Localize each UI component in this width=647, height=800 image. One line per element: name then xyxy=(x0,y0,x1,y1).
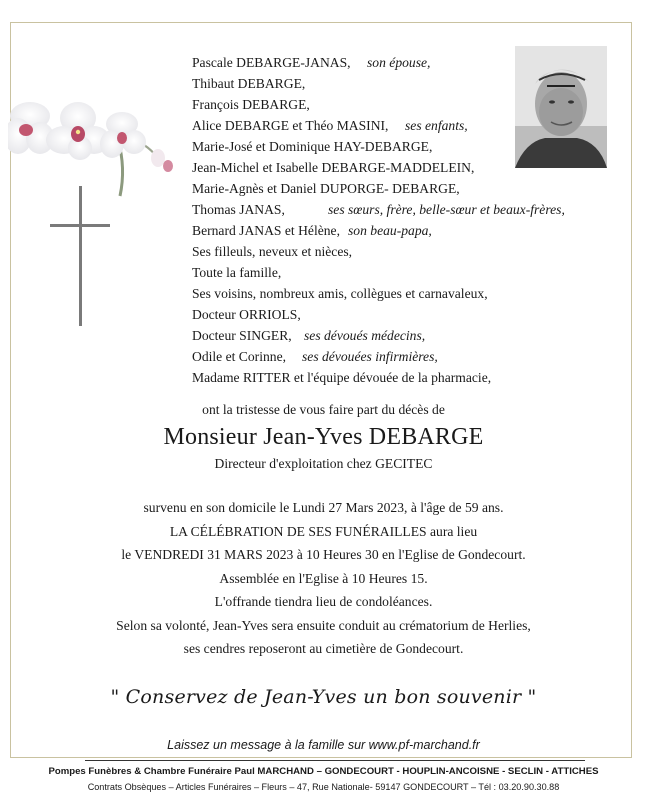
family-role: ses dévoués médecins, xyxy=(304,328,426,343)
detail-line: Selon sa volonté, Jean-Yves sera ensuite conduit au crématorium de Herlies, xyxy=(116,617,531,633)
family-name: Thomas JANAS, xyxy=(192,202,285,217)
family-name: Ses filleuls, neveux et nièces, xyxy=(192,244,353,259)
family-line xyxy=(192,348,438,366)
family-line xyxy=(192,327,426,345)
family-role: son beau-papa, xyxy=(348,223,432,238)
family-name: Jean-Michel et Isabelle DEBARGE-MADDELEIN, xyxy=(192,160,475,175)
family-line xyxy=(192,138,432,156)
family-line xyxy=(192,285,488,303)
family-line xyxy=(192,159,474,177)
detail-line: LA CÉLÉBRATION DE SES FUNÉRAILLES aura lieu xyxy=(169,523,478,539)
funeral-home-name: Pompes Funèbres & Chambre Funéraire Paul MARCHAND – GONDECOURT - HOUPLIN-ANCOISNE - SECLIN - ATTICHES xyxy=(48,766,599,777)
family-name: Bernard JANAS et Hélène, xyxy=(192,223,340,238)
family-name: Madame RITTER et l'équipe dévouée de la pharmacie, xyxy=(192,370,492,385)
funeral-details xyxy=(0,496,647,661)
family-name: Marie-Agnès et Daniel DUPORGE- DEBARGE, xyxy=(192,181,460,196)
deceased-name: Monsieur Jean-Yves DEBARGE xyxy=(163,424,484,450)
family-line xyxy=(192,243,352,261)
condolence-message-link[interactable]: Laissez un message à la famille sur www.pf-marchand.fr xyxy=(167,738,480,752)
detail-line: ses cendres reposeront au cimetière de Gondecourt. xyxy=(183,641,464,656)
family-name: Toute la famille, xyxy=(192,265,282,280)
family-line xyxy=(192,264,281,282)
family-line xyxy=(192,369,491,387)
family-line xyxy=(192,306,301,324)
deceased-portrait xyxy=(515,46,607,168)
detail-line: le VENDREDI 31 MARS 2023 à 10 Heures 30 en l'Eglise de Gondecourt. xyxy=(121,547,526,562)
detail-line: L'offrande tiendra lieu de condoléances. xyxy=(214,594,433,609)
family-name: Thibaut DEBARGE, xyxy=(192,76,306,91)
funeral-home-contact: Contrats Obsèques – Articles Funéraires – Fleurs – 47, Rue Nationale- 59147 GONDECOURT – Tél : 03.20.90.30.88 xyxy=(87,782,560,792)
family-role: ses dévouées infirmières, xyxy=(302,349,438,364)
family-name: François DEBARGE, xyxy=(192,97,310,112)
family-line xyxy=(192,54,431,72)
family-role: ses enfants, xyxy=(405,118,468,133)
detail-line: Assemblée en l'Eglise à 10 Heures 15. xyxy=(219,570,428,586)
family-name: Marie-José et Dominique HAY-DEBARGE, xyxy=(192,139,433,154)
memorial-quote: " Conservez de Jean-Yves un bon souvenir " xyxy=(110,686,537,708)
portrait-photo-icon xyxy=(515,46,607,168)
cross-icon xyxy=(50,186,110,326)
family-name: Docteur ORRIOLS, xyxy=(192,307,301,322)
family-name: Ses voisins, nombreux amis, collègues et carnavaleux, xyxy=(192,286,488,301)
footer-divider xyxy=(85,760,585,761)
detail-line: survenu en son domicile le Lundi 27 Mars 2023, à l'âge de 59 ans. xyxy=(143,500,504,515)
family-line xyxy=(192,75,305,93)
family-line xyxy=(192,222,432,240)
family-line xyxy=(192,180,460,198)
family-line xyxy=(192,117,468,135)
family-name: Odile et Corinne, xyxy=(192,349,287,364)
family-name: Alice DEBARGE et Théo MASINI, xyxy=(192,118,389,133)
family-line xyxy=(192,201,565,219)
family-line xyxy=(192,96,310,114)
family-name: Pascale DEBARGE-JANAS, xyxy=(192,55,351,70)
announcement-intro: ont la tristesse de vous faire part du décès de xyxy=(202,402,445,417)
family-role: son épouse, xyxy=(367,55,431,70)
family-name: Docteur SINGER, xyxy=(192,328,292,343)
family-role: ses sœurs, frère, belle-sœur et beaux-frères, xyxy=(328,202,565,217)
deceased-job: Directeur d'exploitation chez GECITEC xyxy=(214,456,433,471)
